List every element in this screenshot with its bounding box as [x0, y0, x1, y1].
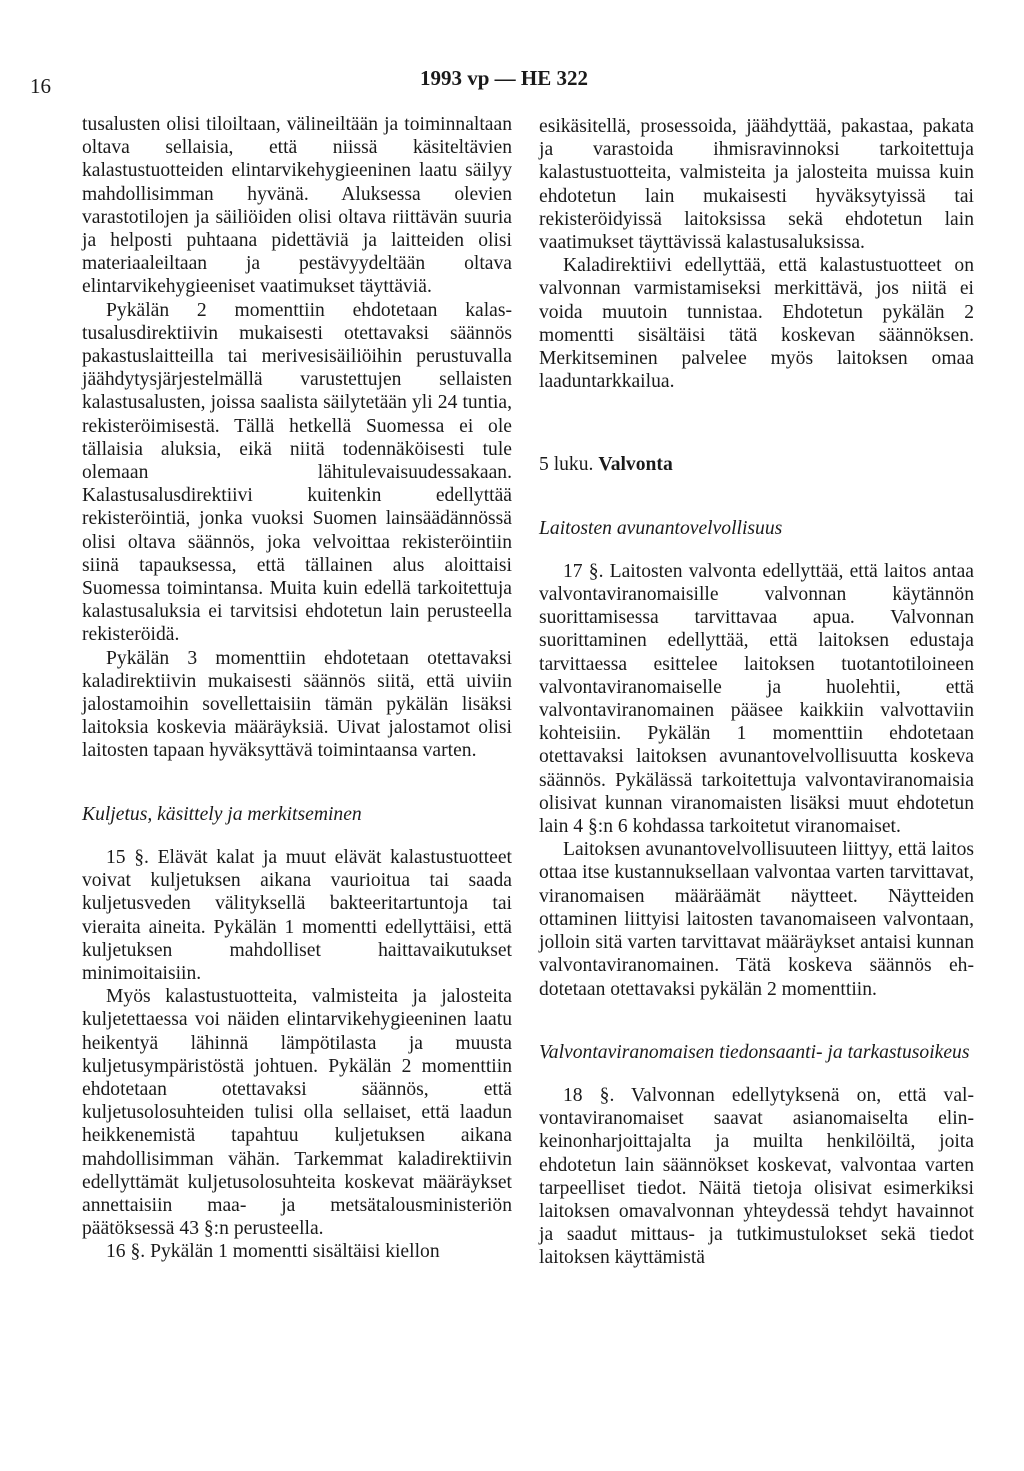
section-heading: Kuljetus, käsittely ja merkitseminen: [82, 803, 362, 825]
left-column: [82, 113, 512, 1264]
section-heading: Laitosten avunantovelvollisuus: [539, 517, 783, 539]
page-header: 1993 vp — HE 322: [420, 66, 589, 90]
paragraph: Pykälän 2 momenttiin ehdotetaan kalastusalusdirektiivin mukaisesti otettavaksi säännös pakastuslaitteilla tai merivesisäiliöihin perustuvalla jäähdytysjärjestelmällä varustettujen sellaisten kalastusalusten, joissa saalista säilytetään yli 24 tuntia, rekisteröimisestä. Tällä hetkellä Suomessa ei ole tällaisia aluksia, eikä niitä todennäköisesti tule olemaan lähitulevaisuudessakaan. Kalastusalusdirektiivi kuitenkin edellyttää rekisteröintiä, jonka vuoksi Suomen lainsäädännössä olisi oltava säännös, joka velvoittaa rekisteröintiin siinä tapauksessa, että tällainen alus aloittaisi Suomessa toimintansa. Muita kuin edellä tarkoitettuja kalastusaluksia ei tarvitsisi ehdotetun lain perusteella rekisteröidä.: [82, 299, 512, 646]
chapter-number: 5 luku.: [539, 454, 594, 476]
paragraph: 17 §. Laitosten valvonta edellyttää, että laitos antaa valvontaviranomaisille valvonnan käytännön suorittamisessa tarvittavaa apua. Valvonnan suorittaminen edellyttää, että laitoksen edustaja tarvittaessa esittelee laitoksen tuotantotiloineen valvontaviranomaiselle ja huolehtii, että valvontaviranomainen pääsee kaikkiin valvottaviin kohteisiin. Pykälän 1 momenttiin ehdotetaan otettavaksi laitoksen avunantovelvollisuutta koskeva säännös. Pykälässä tarkoitettuja valvontaviranomaisia olisivat kunnan viranomaisten lisäksi muut ehdotetun lain 4 §:n 6 kohdassa tarkoitetut viranomaiset.: [539, 560, 974, 838]
right-column: [539, 115, 974, 1270]
paragraph: Pykälän 3 momenttiin ehdotetaan otettavaksi kaladirektiivin mukaisesti säännös siitä, että uiviin jalostamoihin sovellettaisiin tämän pykälän lisäksi laitoksia koskevia määräyksiä. Uivat jalostamot olisi laitosten tapaan hyväksyttävä toimintaansa varten.: [82, 647, 512, 762]
paragraph: 16 §. Pykälän 1 momentti sisältäisi kiellon: [106, 1241, 440, 1263]
paragraph: tusalusten olisi tiloiltaan, välineiltään ja toiminnaltaan oltava sellaisia, että niissä käsiteltävien kalastustuotteiden elintarvikehygieeninen laatu säilyy mahdollisimman hyvänä. Aluksessa olevien varastotilojen ja säiliöiden olisi oltava riittävän suuria ja helposti puhtaana pidettäviä ja laitteiden olisi materiaaleiltaan ja pestävyydeltään oltava elintarvikehygieeniset vaatimukset täyttäviä.: [82, 114, 512, 298]
page-number: 16: [30, 74, 51, 98]
paragraph: Kaladirektiivi edellyttää, että kalastustuotteet on valvonnan varmistamiseksi merkittävä, jos niitä ei voida muutoin tunnistaa. Ehdotetun pykälän 2 momentti sisältäisi tätä koskevan säännöksen. Merkitseminen palvelee myös laitoksen omaa laaduntarkkailua.: [539, 255, 974, 393]
paragraph: 15 §. Elävät kalat ja muut elävät kalastustuotteet voivat kuljetuksen aikana vaurioitua tai saada kuljetusveden välityksellä bakteeritartuntoja tai vieraita aineita. Pykälän 1 momentti edellyttäisi, että kuljetuksen mahdolliset haittavaikutukset minimoitaisiin.: [82, 846, 512, 984]
paragraph: esikäsitellä, prosessoida, jäähdyttää, pakastaa, pakata ja varastoida ihmisravinnoksi tarkoitettuja kalastustuotteita, valmisteita ja jalosteita muissa kuin ehdotetun lain mukaisesti hyväksytyissä tai rekisteröidyissä laitoksissa sekä ehdotetun lain vaatimukset täyttävissä kalastusaluksissa.: [539, 116, 974, 254]
paragraph: Myös kalastustuotteita, valmisteita ja jalosteita kuljetettaessa voi näiden elintarvikehygieeninen laatu heikentyä lähinnä lämpötilasta ja muusta kuljetusympäristöstä johtuen. Pykälän 2 momenttiin ehdotetaan otettavaksi säännös, että kuljetusolosuhteiden tulisi olla sellaiset, että laadun heikkenemistä tapahtuu kuljetuksen aikana mahdollisimman vähän. Tarkemmat kaladirektiivin edellyttämät kuljetusolosuhteita koskevat määräykset annettaisiin maa- ja metsätalousministeriön päätöksessä 43 §:n perusteella.: [82, 986, 512, 1240]
chapter-heading: [539, 453, 974, 476]
section-heading: Valvontaviranomaisen tiedonsaanti- ja tarkastusoikeus: [539, 1041, 970, 1063]
chapter-title: Valvonta: [598, 454, 673, 476]
paragraph: Laitoksen avunantovelvollisuuteen liittyy, että laitos ottaa itse kustannuksellaan valvontaa varten tarvittavat, viranomaisen määräämät näytteet. Näytteiden ottaminen liittyisi laitosten tavanomaiseen valvontaan, jolloin sitä varten tarvittavat määräykset antaisi kunnan valvontaviranomainen. Tätä koskeva säännös ehdotetaan otettavaksi pykälän 2 momenttiin.: [539, 839, 974, 1000]
paragraph: 18 §. Valvonnan edellytyksenä on, että valvontaviranomaiset saavat asianomaiselta elinkeinonharjoittajalta ja muilta henkilöiltä, joita ehdotetun lain säännökset koskevat, valvontaa varten tarpeelliset tiedot. Näitä tietoja olisivat esimerkiksi laitoksen omavalvonnan yhteydessä tehdyt havainnot ja saadut mittaus- ja tutkimustulokset sekä tiedot laitoksen käyttämistä: [539, 1084, 974, 1269]
